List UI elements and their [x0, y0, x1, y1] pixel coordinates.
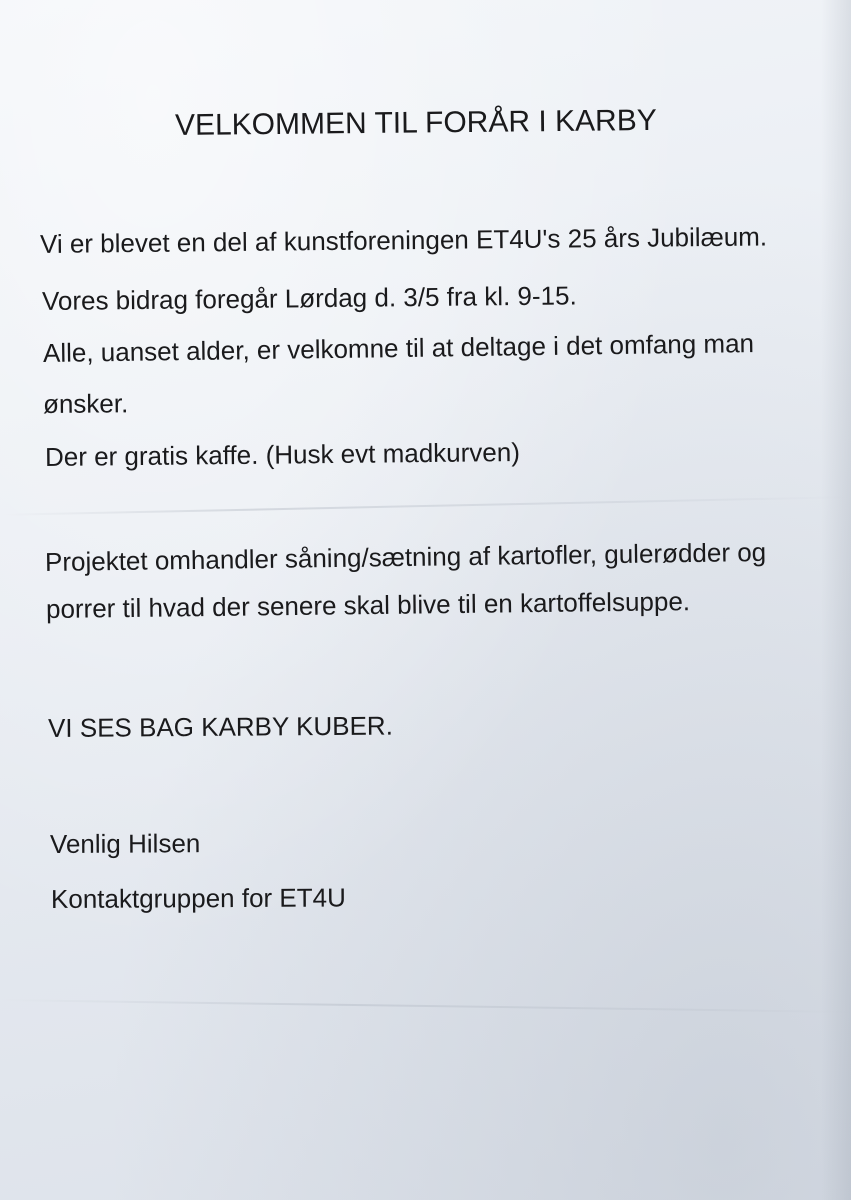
notice-line-jubilee: Vi er blevet en del af kunstforeningen ET4U's 25 års Jubilæum. — [39, 221, 768, 259]
notice-line-welcome-cont: ønsker. — [42, 388, 129, 419]
notice-title: VELKOMMEN TIL FORÅR I KARBY — [174, 103, 657, 142]
notice-signature: Kontaktgruppen for ET4U — [50, 882, 346, 914]
notice-line-coffee: Der er gratis kaffe. (Husk evt madkurven) — [44, 437, 521, 472]
notice-line-project: Projektet omhandler såning/sætning af kartofler, gulerødder og — [44, 536, 767, 577]
notice-line-date: Vores bidrag foregår Lørdag d. 3/5 fra kl. 9-15. — [41, 280, 577, 316]
notice-line-project-cont: porrer til hvad der senere skal blive til en kartoffelsuppe. — [45, 586, 691, 624]
paper-edge-shadow — [821, 0, 851, 1200]
notice-line-see-you: VI SES BAG KARBY KUBER. — [47, 710, 393, 743]
paper-fold-crease — [0, 999, 851, 1013]
paper-fold-crease — [0, 496, 851, 516]
notice-closing: Venlig Hilsen — [49, 828, 201, 859]
notice-line-welcome: Alle, uanset alder, er velkomne til at deltage i det omfang man — [42, 328, 755, 368]
